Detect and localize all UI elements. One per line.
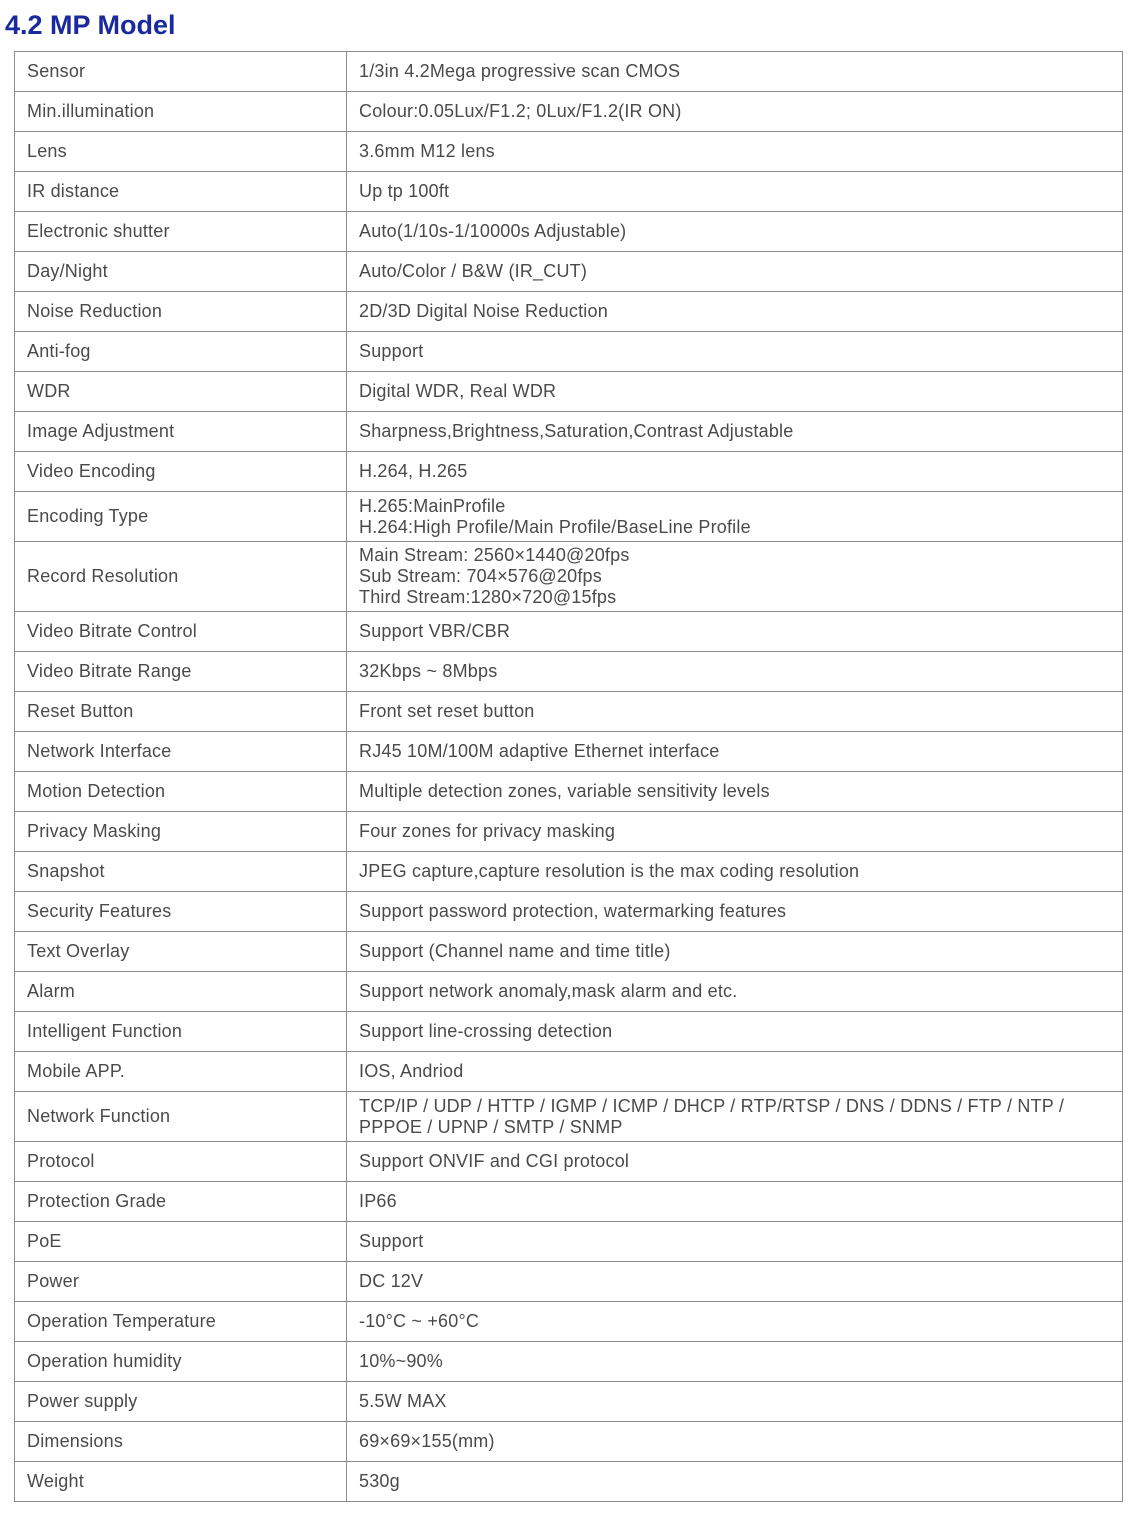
spec-value: [347, 52, 1123, 92]
spec-value-line: RJ45 10M/100M adaptive Ethernet interface: [359, 741, 720, 761]
spec-value-line: H.264, H.265: [359, 461, 468, 481]
spec-value: [347, 452, 1123, 492]
spec-row: [15, 1182, 1123, 1222]
spec-label: Protocol: [15, 1142, 347, 1182]
spec-value-line: PPPOE / UPNP / SMTP / SNMP: [359, 1116, 623, 1137]
spec-value: [347, 492, 1123, 542]
spec-value: [347, 172, 1123, 212]
spec-row: [15, 492, 1123, 542]
spec-label: Min.illumination: [15, 92, 347, 132]
spec-row: [15, 612, 1123, 652]
spec-label: Encoding Type: [15, 492, 347, 542]
spec-label: Video Encoding: [15, 452, 347, 492]
spec-value-line: Main Stream: 2560×1440@20fps: [359, 545, 630, 565]
spec-value-line: DC 12V: [359, 1271, 424, 1291]
spec-label: Day/Night: [15, 252, 347, 292]
spec-row: [15, 252, 1123, 292]
spec-value-line: H.264:High Profile/Main Profile/BaseLine Profile: [359, 516, 751, 537]
spec-label: Image Adjustment: [15, 412, 347, 452]
page-title: 4.2 MP Model: [5, 10, 176, 40]
spec-value: [347, 932, 1123, 972]
spec-value-line: Up tp 100ft: [359, 181, 450, 201]
spec-value-line: 10%~90%: [359, 1351, 443, 1371]
spec-value-line: 1/3in 4.2Mega progressive scan CMOS: [359, 61, 681, 81]
spec-row: [15, 1012, 1123, 1052]
spec-value: [347, 372, 1123, 412]
spec-row: [15, 1052, 1123, 1092]
spec-value-line: JPEG capture,capture resolution is the max coding resolution: [359, 861, 860, 881]
spec-value: [347, 1302, 1123, 1342]
spec-value-line: IOS, Andriod: [359, 1061, 464, 1081]
spec-label: Power supply: [15, 1382, 347, 1422]
spec-label: WDR: [15, 372, 347, 412]
spec-label: Video Bitrate Control: [15, 612, 347, 652]
spec-table-body: [15, 52, 1123, 1502]
spec-row: [15, 172, 1123, 212]
spec-value-line: 2D/3D Digital Noise Reduction: [359, 301, 608, 321]
spec-value: [347, 732, 1123, 772]
spec-row: [15, 212, 1123, 252]
spec-label: Lens: [15, 132, 347, 172]
spec-row: [15, 812, 1123, 852]
spec-value-line: Colour:0.05Lux/F1.2; 0Lux/F1.2(IR ON): [359, 101, 682, 121]
spec-row: [15, 732, 1123, 772]
spec-row: [15, 1302, 1123, 1342]
spec-value-line: Support: [359, 341, 424, 361]
spec-value: [347, 92, 1123, 132]
spec-row: [15, 1382, 1123, 1422]
spec-label: Video Bitrate Range: [15, 652, 347, 692]
spec-value-line: -10°C ~ +60°C: [359, 1311, 480, 1331]
spec-table: [14, 51, 1123, 1502]
spec-label: Dimensions: [15, 1422, 347, 1462]
spec-value-line: IP66: [359, 1191, 397, 1211]
spec-row: [15, 292, 1123, 332]
spec-row: [15, 1222, 1123, 1262]
spec-value: [347, 692, 1123, 732]
spec-value-line: Support network anomaly,mask alarm and etc.: [359, 981, 738, 1001]
spec-row: [15, 652, 1123, 692]
spec-row: [15, 372, 1123, 412]
spec-value-line: Sharpness,Brightness,Saturation,Contrast Adjustable: [359, 421, 794, 441]
spec-row: [15, 1262, 1123, 1302]
spec-value: [347, 1462, 1123, 1502]
spec-label: Record Resolution: [15, 542, 347, 612]
spec-value: [347, 852, 1123, 892]
spec-value-line: 32Kbps ~ 8Mbps: [359, 661, 498, 681]
spec-value: [347, 132, 1123, 172]
spec-label: Anti-fog: [15, 332, 347, 372]
spec-value: [347, 1262, 1123, 1302]
spec-value-line: Four zones for privacy masking: [359, 821, 616, 841]
spec-value: [347, 972, 1123, 1012]
spec-value-line: Support (Channel name and time title): [359, 941, 671, 961]
spec-value-line: TCP/IP / UDP / HTTP / IGMP / ICMP / DHCP / RTP/RTSP / DNS / DDNS / FTP / NTP /: [359, 1095, 1065, 1116]
spec-value: [347, 252, 1123, 292]
spec-label: Power: [15, 1262, 347, 1302]
spec-value: [347, 1182, 1123, 1222]
spec-row: [15, 452, 1123, 492]
spec-value: [347, 612, 1123, 652]
spec-row: [15, 52, 1123, 92]
spec-value-line: Support VBR/CBR: [359, 621, 511, 641]
spec-row: [15, 132, 1123, 172]
spec-label: Operation Temperature: [15, 1302, 347, 1342]
spec-label: Alarm: [15, 972, 347, 1012]
spec-value: [347, 1422, 1123, 1462]
spec-value: [347, 212, 1123, 252]
spec-value-line: Sub Stream: 704×576@20fps: [359, 566, 602, 586]
spec-label: Electronic shutter: [15, 212, 347, 252]
spec-label: Network Interface: [15, 732, 347, 772]
spec-row: [15, 772, 1123, 812]
spec-value: [347, 1222, 1123, 1262]
spec-value: [347, 1012, 1123, 1052]
spec-value-line: Support: [359, 1231, 424, 1251]
spec-value: [347, 292, 1123, 332]
spec-row: [15, 892, 1123, 932]
spec-value-line: Digital WDR, Real WDR: [359, 381, 557, 401]
spec-label: Weight: [15, 1462, 347, 1502]
spec-label: Security Features: [15, 892, 347, 932]
spec-value: [347, 542, 1123, 612]
spec-value: [347, 892, 1123, 932]
spec-value: [347, 772, 1123, 812]
spec-row: [15, 692, 1123, 732]
spec-value-line: Support line-crossing detection: [359, 1021, 613, 1041]
spec-label: Reset Button: [15, 692, 347, 732]
spec-value: [347, 1382, 1123, 1422]
spec-value-line: Auto(1/10s-1/10000s Adjustable): [359, 221, 627, 241]
spec-label: Privacy Masking: [15, 812, 347, 852]
spec-label: IR distance: [15, 172, 347, 212]
spec-label: Sensor: [15, 52, 347, 92]
spec-label: Intelligent Function: [15, 1012, 347, 1052]
spec-label: Text Overlay: [15, 932, 347, 972]
spec-label: Operation humidity: [15, 1342, 347, 1382]
spec-label: Snapshot: [15, 852, 347, 892]
spec-label: Network Function: [15, 1092, 347, 1142]
spec-value-line: Front set reset button: [359, 701, 535, 721]
spec-value-line: Auto/Color / B&W (IR_CUT): [359, 261, 588, 281]
spec-row: [15, 542, 1123, 612]
spec-row: [15, 1422, 1123, 1462]
spec-value-line: 5.5W MAX: [359, 1391, 447, 1411]
spec-value: [347, 1052, 1123, 1092]
spec-value: [347, 812, 1123, 852]
spec-row: [15, 92, 1123, 132]
spec-value: [347, 332, 1123, 372]
spec-label: PoE: [15, 1222, 347, 1262]
spec-label: Noise Reduction: [15, 292, 347, 332]
spec-value: [347, 1142, 1123, 1182]
spec-label: Mobile APP.: [15, 1052, 347, 1092]
spec-value-line: 3.6mm M12 lens: [359, 141, 495, 161]
spec-row: [15, 332, 1123, 372]
spec-value-line: Support password protection, watermarking features: [359, 901, 787, 921]
spec-row: [15, 1142, 1123, 1182]
spec-value-line: H.265:MainProfile: [359, 495, 506, 516]
spec-row: [15, 972, 1123, 1012]
spec-row: [15, 1092, 1123, 1142]
spec-row: [15, 932, 1123, 972]
spec-value: [347, 1342, 1123, 1382]
spec-row: [15, 852, 1123, 892]
spec-value-line: 69×69×155(mm): [359, 1431, 495, 1451]
spec-label: Protection Grade: [15, 1182, 347, 1222]
spec-row: [15, 412, 1123, 452]
spec-value-line: 530g: [359, 1471, 400, 1491]
spec-value: [347, 1092, 1123, 1142]
spec-value-line: Support ONVIF and CGI protocol: [359, 1151, 630, 1171]
spec-value-line: Multiple detection zones, variable sensitivity levels: [359, 781, 770, 801]
spec-value-line: Third Stream:1280×720@15fps: [359, 587, 617, 607]
spec-value: [347, 652, 1123, 692]
spec-label: Motion Detection: [15, 772, 347, 812]
spec-value: [347, 412, 1123, 452]
spec-row: [15, 1342, 1123, 1382]
spec-row: [15, 1462, 1123, 1502]
